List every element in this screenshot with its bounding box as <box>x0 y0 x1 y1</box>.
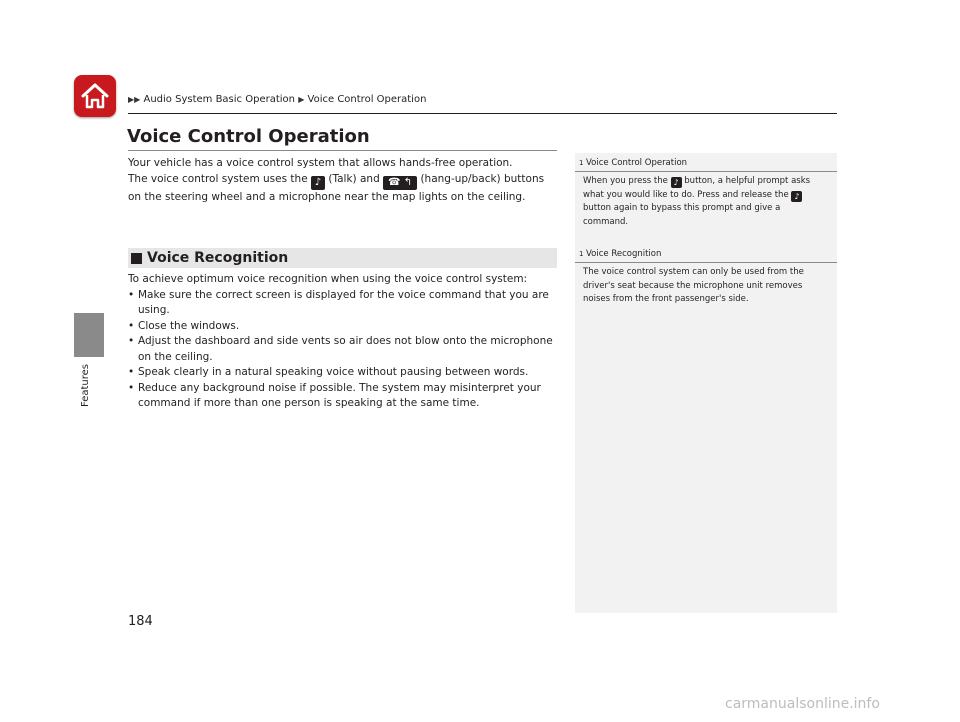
note-heading-text: Voice Control Operation <box>586 157 688 168</box>
list-item <box>128 381 568 412</box>
breadcrumb <box>128 94 426 105</box>
breadcrumb-item-voice-control[interactable]: Voice Control Operation <box>307 94 427 105</box>
list-item <box>128 365 568 381</box>
bullet-icon: • <box>128 335 135 347</box>
page-number: 184 <box>128 614 153 629</box>
note-reference-icon: 1 <box>579 158 584 167</box>
bullet-icon: • <box>128 319 135 332</box>
breadcrumb-arrow-icon: ▶ <box>298 95 305 104</box>
features-tab[interactable] <box>74 313 104 357</box>
list-item-text: Make sure the correct screen is displayed for the voice command that you are using. <box>138 288 549 316</box>
list-item-text: Speak clearly in a natural speaking voice without pausing between words. <box>138 366 529 378</box>
list-item <box>128 319 568 335</box>
title-divider <box>128 150 557 151</box>
note-body: The voice control system can only be used from the driver's seat because the microphone unit removes noises from the front passenger's side. <box>583 267 804 304</box>
home-button[interactable] <box>74 75 116 117</box>
list-item-text: Reduce any background noise if possible. The system may misinterpret your command if more than one person is speaking at the same time. <box>138 381 541 409</box>
hang-up-button-icon: ☎ ↰ <box>383 176 417 190</box>
bullet-icon: • <box>128 381 135 394</box>
header-divider <box>128 113 837 114</box>
tips-list <box>128 288 568 412</box>
intro-text-part: (Talk) and <box>328 172 380 185</box>
note-reference-icon: 1 <box>579 249 584 258</box>
note-heading-text: Voice Recognition <box>586 248 662 259</box>
intro-paragraph-1: Your vehicle has a voice control system that allows hands-free operation. <box>128 157 513 169</box>
intro-text <box>128 156 560 205</box>
intro-text-part: (hang-up/back) buttons on the steering wheel and a microphone near the map lights on the ceiling. <box>128 172 545 203</box>
bullet-icon: • <box>128 366 135 378</box>
note-text-part: button, a helpful prompt asks what you would like to do. Press and release the <box>583 176 811 200</box>
talk-button-icon: ♪ <box>791 191 802 202</box>
side-tab-label: Features <box>80 364 91 407</box>
talk-button-icon: ♪ <box>671 177 682 188</box>
intro-paragraph-2 <box>128 172 560 206</box>
page-title: Voice Control Operation <box>127 126 370 147</box>
breadcrumb-item-audio-system[interactable]: Audio System Basic Operation <box>143 94 295 105</box>
note-voice-recognition <box>575 247 837 307</box>
breadcrumb-arrow-icon: ▶▶ <box>128 95 141 104</box>
note-heading <box>575 247 837 260</box>
note-voice-control-operation <box>575 156 837 229</box>
list-item <box>128 288 568 319</box>
home-icon <box>81 83 109 109</box>
section-header-voice-recognition <box>128 248 557 268</box>
intro-text-part: The voice control system uses the <box>128 172 308 185</box>
note-text-part: button again to bypass this prompt and give a command. <box>583 203 781 227</box>
bullet-icon: • <box>128 288 135 301</box>
note-text-part: When you press the <box>583 176 668 186</box>
recognition-intro: To achieve optimum voice recognition when using the voice control system: <box>128 273 528 285</box>
section-square-icon <box>131 253 142 264</box>
list-item <box>128 334 568 365</box>
note-heading <box>575 156 837 169</box>
list-item-text: Close the windows. <box>138 319 240 332</box>
list-item-text: Adjust the dashboard and side vents so air does not blow onto the microphone on the ceiling. <box>138 335 553 363</box>
voice-recognition-content <box>128 272 568 412</box>
talk-button-icon: ♪ <box>311 176 325 190</box>
section-title: Voice Recognition <box>147 250 289 266</box>
watermark: carmanualsonline.info <box>725 696 880 712</box>
note-body <box>575 172 837 229</box>
